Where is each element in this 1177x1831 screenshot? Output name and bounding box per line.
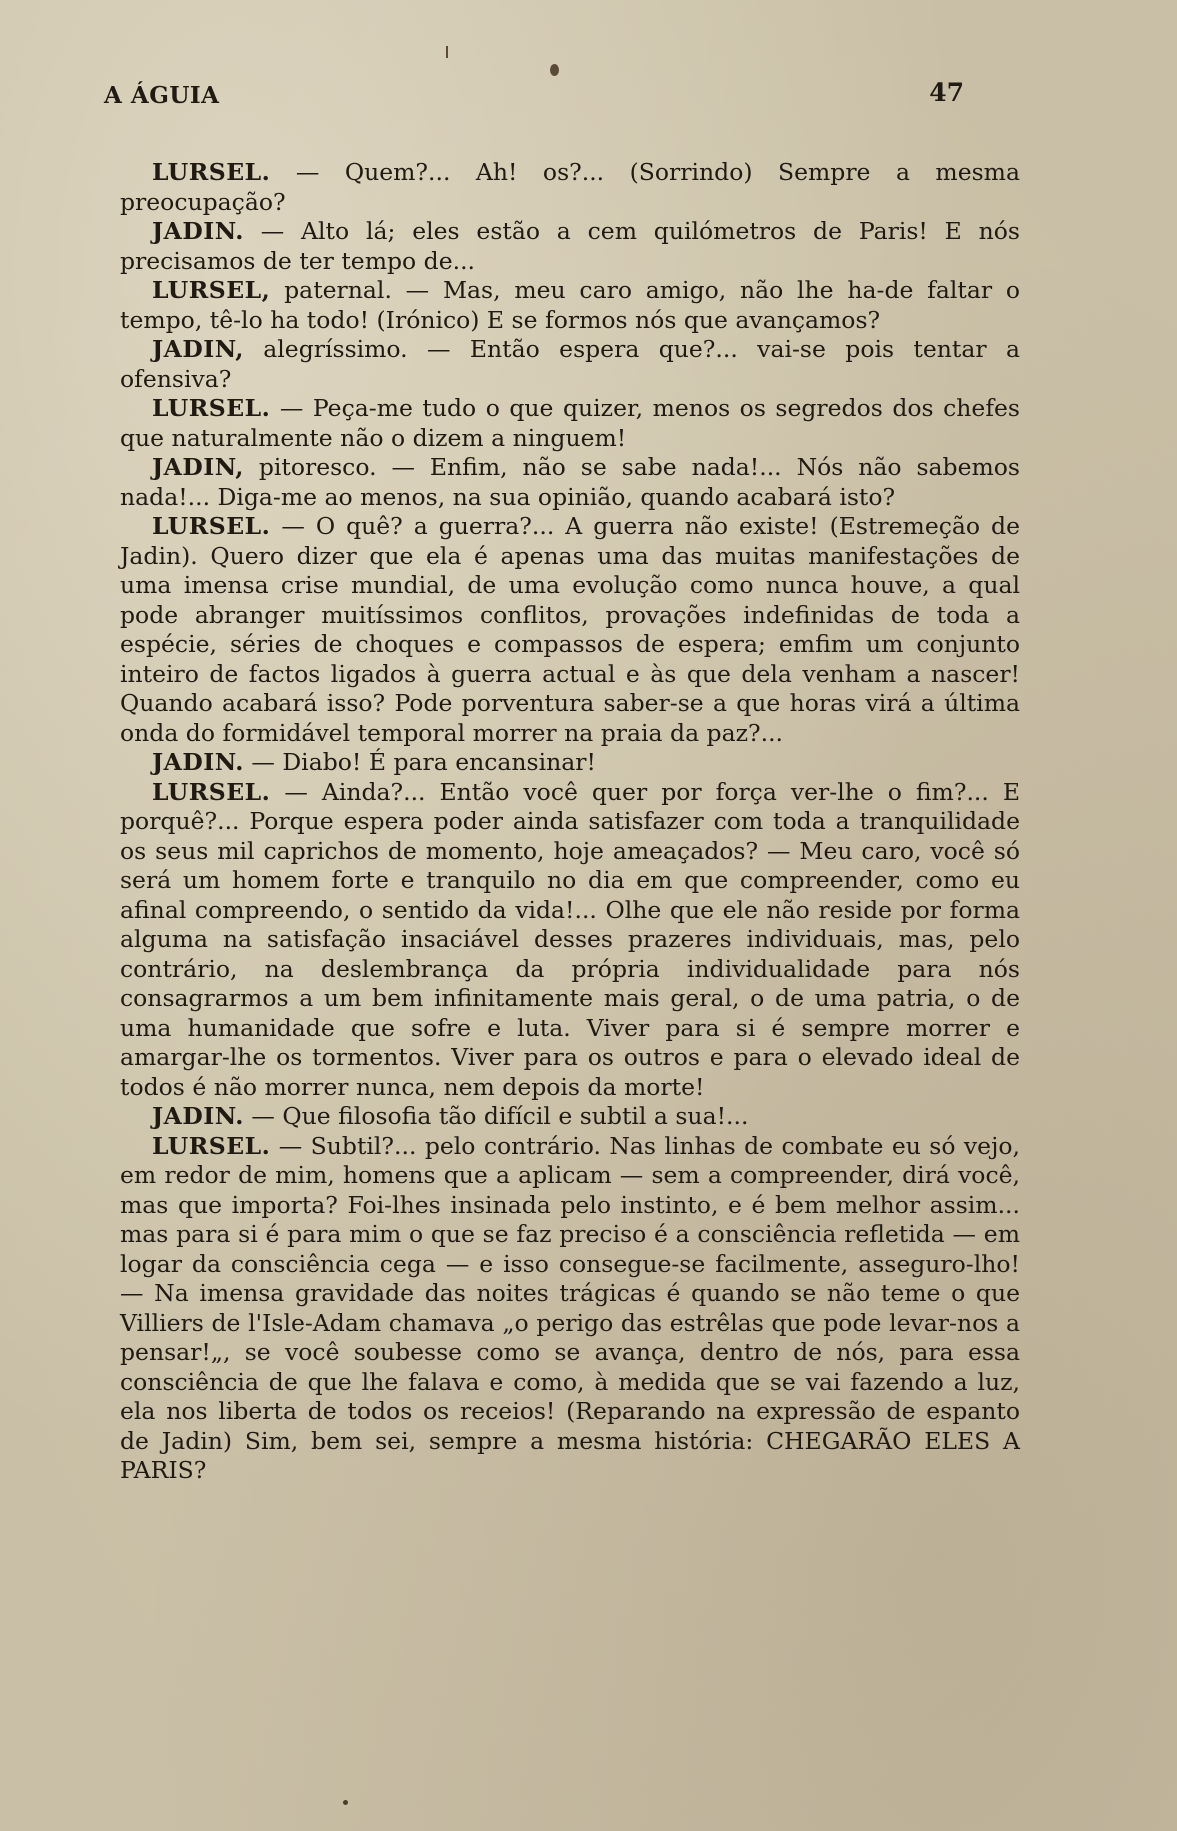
speech: alegríssimo. — Então espera que?... vai-se pois tentar a ofensiva? bbox=[120, 335, 1020, 393]
dialogue-line bbox=[120, 748, 1020, 778]
speech: — Diabo! É para encansinar! bbox=[251, 748, 596, 776]
dialogue-line bbox=[120, 276, 1020, 335]
ink-speck bbox=[446, 46, 448, 58]
ink-blot bbox=[550, 64, 559, 76]
dialogue-text bbox=[120, 158, 1020, 1486]
speaker-name: LURSEL. bbox=[152, 512, 271, 540]
dialogue-line bbox=[120, 217, 1020, 276]
speech: paternal. — Mas, meu caro amigo, não lhe ha-de faltar o tempo, tê-lo ha todo! (Irónico) E se formos nós que avançamos? bbox=[120, 276, 1020, 334]
speech: pitoresco. — Enfim, não se sabe nada!... Nós não sabemos nada!... Diga-me ao menos, na sua opinião, quando acabará isto? bbox=[120, 453, 1020, 511]
speaker-name: JADIN, bbox=[152, 335, 244, 363]
dialogue-line bbox=[120, 1132, 1020, 1486]
dialogue-line bbox=[120, 453, 1020, 512]
dialogue-line bbox=[120, 512, 1020, 748]
page-number: 47 bbox=[929, 78, 964, 107]
speaker-name: LURSEL. bbox=[152, 394, 271, 422]
speech: — Peça-me tudo o que quizer, menos os segredos dos chefes que naturalmente não o dizem a ninguem! bbox=[120, 394, 1020, 452]
speech: — Que filosofia tão difícil e subtil a sua!... bbox=[251, 1102, 749, 1130]
page-header bbox=[104, 78, 964, 118]
dialogue-line bbox=[120, 394, 1020, 453]
speaker-name: JADIN. bbox=[152, 217, 244, 245]
speaker-name: JADIN, bbox=[152, 453, 244, 481]
speaker-name: JADIN. bbox=[152, 1102, 244, 1130]
speaker-name: LURSEL, bbox=[152, 276, 271, 304]
speaker-name: LURSEL. bbox=[152, 158, 271, 186]
dialogue-line bbox=[120, 1102, 1020, 1132]
speaker-name: LURSEL. bbox=[152, 777, 271, 806]
dialogue-line bbox=[120, 778, 1020, 1103]
running-head: A ÁGUIA bbox=[104, 82, 220, 109]
ink-dot bbox=[343, 1800, 348, 1805]
speech: — Alto lá; eles estão a cem quilómetros de Paris! E nós precisamos de ter tempo de... bbox=[120, 217, 1020, 275]
dialogue-line bbox=[120, 158, 1020, 217]
speech: — Quem?... Ah! os?... (Sorrindo) Sempre a mesma preocupação? bbox=[120, 158, 1020, 216]
speech: — Ainda?... Então você quer por força ver-lhe o fim?... E porquê?... Porque espera poder ainda satisfazer com toda a tranquilidade os seus mil caprichos de momento, hoje ameaçados? — Meu caro, você só será um homem forte e tranquilo no dia em que compreender, como eu afinal compreendo, o sentido da vida!... Olhe que ele não reside por forma alguma na satisfação insaciável desses prazeres individuais, mas, pelo contrário, na deslembrança da própria individualidade para nós consagrarmos a um bem infinitamente mais geral, o de uma patria, o de uma humanidade que sofre e luta. Viver para si é sempre morrer e amargar-lhe os tormentos. Viver para os outros e para o elevado ideal de todos é não morrer nunca, nem depois da morte! bbox=[120, 777, 1020, 1101]
speaker-name: JADIN. bbox=[152, 748, 244, 776]
dialogue-line bbox=[120, 335, 1020, 394]
speech: — Subtil?... pelo contrário. Nas linhas de combate eu só vejo, em redor de mim, homens que a aplicam — sem a compreender, dirá você, mas que importa? Foi-lhes insinada pelo instinto, e é bem melhor assim... mas para si é para mim o que se faz preciso é a consciência refletida — em logar da consciência cega — e isso consegue-se facilmente, asseguro-lho! — Na imensa gravidade das noites trágicas é quando se não teme o que Villiers de l'Isle-Adam chamava „o perigo das estrêlas que pode levar-nos a pensar!„, se você soubesse como se avança, dentro de nós, para essa consciência de que lhe falava e como, à medida que se vai fazendo a luz, ela nos liberta de todos os receios! (Reparando na expressão de espanto de Jadin) Sim, bem sei, sempre a mesma história: CHEGARÃO ELES A PARIS? bbox=[120, 1131, 1020, 1484]
speaker-name: LURSEL. bbox=[152, 1131, 271, 1160]
speech: — O quê? a guerra?... A guerra não existe! (Estremeção de Jadin). Quero dizer que ela é apenas uma das muitas manifestações de uma imensa crise mundial, de uma evolução como nunca houve, a qual pode abranger muitíssimos conflitos, provações indefinidas de toda a espécie, séries de choques e compassos de espera; emfim um conjunto inteiro de factos ligados à guerra actual e às que dela venham a nascer! Quando acabará isso? Pode porventura saber-se a que horas virá a última onda do formidável temporal morrer na praia da paz?... bbox=[120, 512, 1020, 747]
